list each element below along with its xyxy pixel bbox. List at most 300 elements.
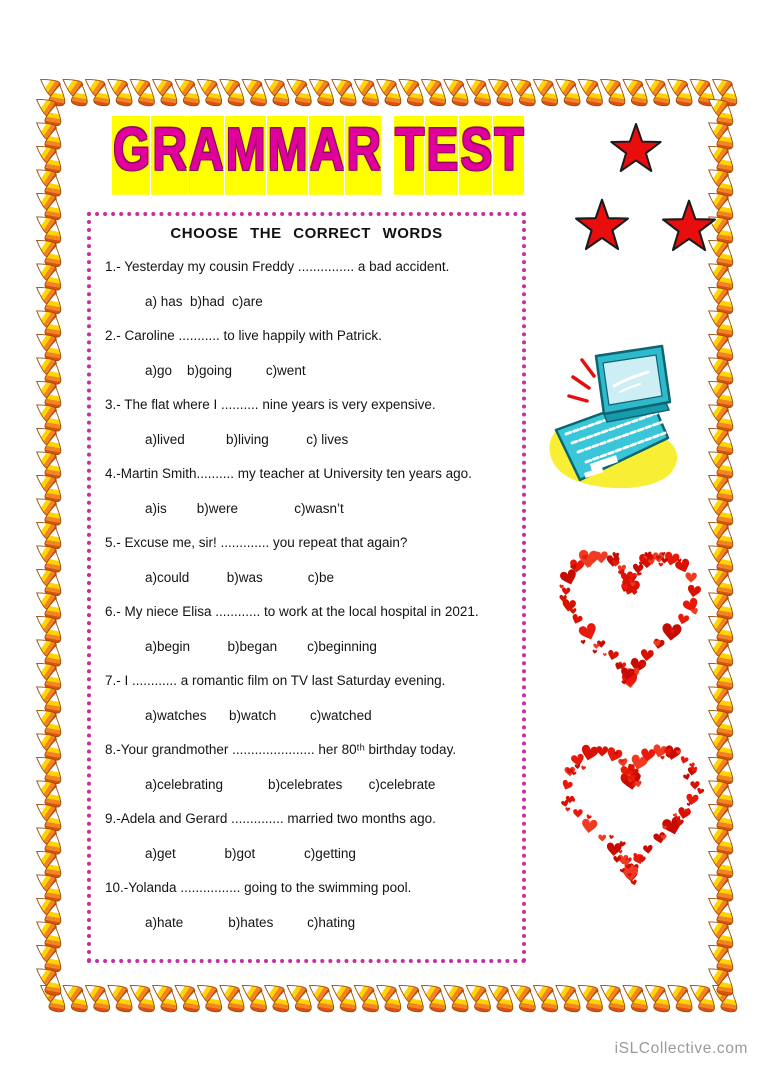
candy-corn-icon (316, 989, 338, 1014)
heart-icon (620, 571, 634, 584)
candy-corn-icon (703, 491, 731, 518)
candy-corn-icon (31, 796, 59, 823)
candy-corn-icon (715, 878, 737, 903)
candy-corn-icon (715, 643, 737, 668)
heart-icon (623, 586, 627, 590)
question-text: 1.- Yesterday my cousin Freddy ............... a bad accident. (105, 259, 450, 274)
candy-corn-icon (674, 989, 696, 1014)
heart-icon (570, 753, 585, 767)
heart-icon (618, 569, 626, 577)
heart-icon (594, 551, 608, 563)
watermark: iSLCollective.com (614, 1040, 748, 1057)
candy-corn-icon (715, 103, 737, 128)
candy-corn-icon (715, 949, 737, 974)
heart-icon (633, 854, 646, 866)
heart-icon (566, 796, 574, 803)
title-letter: A (309, 116, 345, 195)
candy-corn-icon (31, 138, 59, 165)
candy-corn-icon (495, 989, 517, 1014)
question-item (105, 464, 508, 518)
heart-icon (626, 668, 639, 680)
candy-corn-icon (697, 989, 719, 1014)
candy-corn-icon (31, 608, 59, 635)
heart-icon (615, 561, 619, 565)
candy-corn-icon (137, 83, 159, 108)
candy-corn-icon (31, 890, 59, 917)
candy-corn-icon (31, 209, 59, 236)
candy-corn-icon (43, 949, 65, 974)
candy-corn-icon (703, 561, 731, 588)
heart-icon (643, 845, 653, 854)
candy-corn-icon (428, 989, 450, 1014)
candy-corn-icon (31, 726, 59, 753)
candy-corn-icon (159, 989, 181, 1014)
heart-icon (618, 758, 628, 767)
heart-icon (661, 623, 682, 642)
candy-corn-icon (43, 643, 65, 668)
title-letter: R (345, 116, 381, 195)
candy-corn-icon (304, 977, 332, 1004)
candy-corn-icon (304, 71, 332, 98)
candy-corn-icon (43, 784, 65, 809)
candy-corn-icon (416, 71, 444, 98)
heart-icon (674, 815, 681, 821)
candy-corn-icon (617, 977, 645, 1004)
candy-corn-icon (31, 914, 59, 941)
heart-icon (569, 559, 584, 573)
heart-icon (676, 613, 689, 626)
candy-corn-icon (483, 977, 511, 1004)
question-options: a)get b)got c)getting (145, 846, 356, 861)
candy-corn-icon (43, 667, 65, 692)
candy-corn-icon (192, 977, 220, 1004)
candy-corn-icon (703, 115, 731, 142)
candy-corn-icon (595, 71, 623, 98)
candy-corn-icon (715, 855, 737, 880)
candy-corn-icon (204, 989, 226, 1014)
candy-corn-icon (31, 467, 59, 494)
questions-heading: CHOOSE THE CORRECT WORDS (170, 225, 443, 242)
candy-corn-icon (715, 314, 737, 339)
candy-corn-icon (703, 679, 731, 706)
heart-icon (614, 662, 624, 671)
candy-corn-icon (662, 977, 690, 1004)
candy-corn-icon (43, 549, 65, 574)
candy-corn-icon (43, 855, 65, 880)
candy-corn-icon (271, 83, 293, 108)
heart-icon (632, 852, 641, 860)
candy-corn-icon (43, 761, 65, 786)
heart-icon (664, 745, 682, 762)
heart-icon (634, 573, 638, 577)
heart-icon (631, 590, 637, 595)
candy-corn-icon (80, 71, 108, 98)
candy-corn-icon (406, 989, 428, 1014)
candy-corn-icon (31, 162, 59, 189)
heart-icon (625, 868, 637, 879)
candy-corn-icon (703, 796, 731, 823)
heart-icon (597, 640, 605, 648)
candy-corn-icon (281, 977, 309, 1004)
candy-corn-icon (715, 455, 737, 480)
candy-corn-icon (703, 820, 731, 847)
candy-corn-icon (715, 408, 737, 433)
heart-icon (593, 643, 599, 648)
heart-icon (686, 802, 691, 807)
question-item (105, 257, 508, 311)
heart-icon (677, 807, 692, 821)
heart-icon (628, 767, 633, 771)
questions-box (87, 212, 526, 963)
candy-corn-icon (43, 267, 65, 292)
heart-icon (628, 577, 634, 583)
candy-corn-icon (562, 989, 584, 1014)
candy-corn-icon (114, 989, 136, 1014)
laptop-base (556, 396, 668, 480)
candy-corn-icon (518, 989, 540, 1014)
heart-icon (570, 613, 583, 625)
heart-icon (559, 568, 579, 587)
candy-corn-icon (703, 702, 731, 729)
heart-icon (618, 661, 627, 669)
heart-icon (653, 638, 666, 650)
heart-icon (581, 765, 587, 770)
title-letter: R (151, 116, 187, 195)
question-options: a)lived b)living c) lives (145, 432, 349, 447)
star-icon (576, 200, 628, 249)
heart-icon (582, 554, 589, 561)
candy-corn-icon (703, 420, 731, 447)
title-letter: G (112, 116, 150, 195)
question-options: a)is b)were c)wasn’t (145, 501, 344, 516)
candy-corn-icon (719, 83, 741, 108)
heart-icon (639, 562, 643, 566)
candy-corn-icon (715, 737, 737, 762)
title-letter: T (394, 116, 424, 195)
candy-corn-icon (703, 961, 731, 988)
candy-corn-icon (31, 256, 59, 283)
heart-icon (640, 748, 655, 762)
heart-icon (581, 818, 598, 833)
heart-icon (570, 563, 578, 570)
title-letter: T (493, 116, 523, 195)
question-text: 6.- My niece Elisa ............ to work at the local hospital in 2021. (105, 604, 479, 619)
heart-icon (603, 653, 607, 656)
heart-icon (628, 764, 635, 770)
candy-corn-icon (43, 573, 65, 598)
title-letter: A (188, 116, 224, 195)
question-text: 8.-Your grandmother ...................... her 80ᵗʰ birthday today. (105, 742, 457, 757)
candy-corn-icon (703, 655, 731, 682)
question-text: 9.-Adela and Gerard .............. married two months ago. (105, 811, 436, 826)
candy-corn-icon (102, 977, 130, 1004)
candy-corn-icon (393, 977, 421, 1004)
heart-icon (625, 580, 635, 589)
heart-icon (633, 774, 641, 782)
candy-corn-icon (703, 749, 731, 776)
heart-icon (561, 779, 574, 791)
heart-icon (580, 744, 600, 762)
heart-icon (623, 866, 639, 881)
heart-icon (586, 562, 593, 568)
heart-icon (623, 579, 635, 590)
candy-corn-icon (703, 256, 731, 283)
heart-icon (609, 835, 614, 840)
candy-corn-icon (31, 514, 59, 541)
heart-icon (622, 859, 630, 867)
candy-corn-icon (236, 977, 264, 1004)
candy-corn-icon (47, 83, 69, 108)
candy-corn-icon (715, 385, 737, 410)
heart-icon (677, 559, 681, 563)
candy-corn-icon (31, 350, 59, 377)
candy-corn-icon (348, 977, 376, 1004)
candy-corn-icon (715, 432, 737, 457)
heart-icon (690, 766, 697, 773)
heart-icon (620, 585, 629, 593)
heart-icon (658, 562, 663, 567)
heart-icon (663, 551, 680, 567)
question-item (105, 533, 508, 587)
candy-corn-icon (43, 291, 65, 316)
candy-corn-icon (715, 808, 737, 833)
candy-corn-icon (715, 620, 737, 645)
heart-icon (629, 767, 639, 776)
question-item (105, 671, 508, 725)
heart-icon (627, 873, 632, 877)
candy-corn-icon (259, 977, 287, 1004)
heart-icon (662, 825, 667, 829)
candy-corn-icon (226, 83, 248, 108)
heart-icon (562, 587, 571, 595)
candy-corn-icon (428, 83, 450, 108)
impact-dashes (569, 360, 594, 401)
candy-corn-icon (684, 71, 712, 98)
candy-corn-icon (169, 977, 197, 1004)
heart-icon (661, 557, 668, 564)
candy-corn-icon (572, 71, 600, 98)
heart-icon (632, 769, 639, 775)
candy-corn-icon (43, 737, 65, 762)
title-letter: E (425, 116, 458, 195)
candy-corn-icon (715, 126, 737, 151)
candy-corn-icon (550, 71, 578, 98)
heart-icon (625, 864, 631, 869)
candy-corn-icon (70, 83, 92, 108)
candy-corn-icon (182, 989, 204, 1014)
question-text: 4.-Martin Smith.......... my teacher at University ten years ago. (105, 466, 472, 481)
candy-corn-icon (703, 162, 731, 189)
heart-icon (661, 816, 684, 837)
heart-icon (623, 863, 635, 874)
heart-icon (639, 554, 655, 568)
heart-icon (620, 771, 642, 791)
heart-icon (683, 773, 691, 781)
candy-corn-icon (43, 902, 65, 927)
candy-corn-icon (271, 989, 293, 1014)
heart-icon (629, 573, 636, 579)
question-item (105, 809, 508, 863)
heart-icon (689, 762, 696, 768)
heart-icon (564, 767, 575, 777)
heart-icon (628, 670, 635, 676)
candy-corn-icon (31, 585, 59, 612)
candy-corn-icon (159, 83, 181, 108)
candy-corn-icon (371, 71, 399, 98)
candy-corn-icon (607, 989, 629, 1014)
candy-corn-icon (259, 71, 287, 98)
heart-icon (652, 744, 668, 759)
heart-icon (619, 868, 625, 874)
heart-icon (696, 787, 704, 795)
title-letter: M (267, 116, 308, 195)
candy-corn-icon (715, 291, 737, 316)
heart-icon (656, 555, 661, 560)
candy-corn-icon (35, 71, 63, 98)
candy-corn-icon (703, 303, 731, 330)
candy-corn-icon (715, 267, 737, 292)
heart-icon (620, 763, 637, 779)
candy-corn-icon (662, 71, 690, 98)
star-icon (611, 124, 660, 171)
heart-icon (622, 675, 637, 689)
candy-corn-icon (715, 902, 737, 927)
candy-corn-icon (169, 71, 197, 98)
candy-corn-icon (31, 749, 59, 776)
candy-corn-icon (703, 444, 731, 471)
star-icon (663, 201, 715, 250)
heart-icon (592, 650, 597, 655)
candy-corn-icon (43, 197, 65, 222)
candy-corn-icon (595, 977, 623, 1004)
candy-corn-icon (697, 83, 719, 108)
heart-icon (661, 552, 665, 556)
candy-corn-icon (715, 479, 737, 504)
candy-corn-icon (57, 71, 85, 98)
candy-corn-icon (43, 314, 65, 339)
candy-corn-icon (715, 549, 737, 574)
heart-icon (606, 555, 619, 567)
candy-corn-icon (31, 303, 59, 330)
candy-corn-icon (80, 977, 108, 1004)
heart-icon (630, 879, 637, 886)
heart-icon (607, 649, 620, 661)
heart-icon (570, 608, 577, 614)
heart-icon (687, 767, 697, 776)
candy-corn-icon (316, 83, 338, 108)
candy-corn-icon (550, 977, 578, 1004)
candy-corn-icon (124, 71, 152, 98)
heart-icon (625, 773, 637, 784)
laptop-screen (603, 355, 662, 405)
candy-corn-icon (43, 173, 65, 198)
candy-corn-icon (703, 538, 731, 565)
candy-corn-icon (92, 83, 114, 108)
heart-icon (606, 842, 622, 856)
candy-corn-icon (562, 83, 584, 108)
heart-icon (685, 808, 691, 813)
candy-corn-icon (47, 989, 69, 1014)
heart-icon (639, 856, 646, 862)
heart-icon (653, 552, 665, 563)
candy-corn-icon (585, 989, 607, 1014)
candy-corn-icon (43, 244, 65, 269)
candy-corn-icon (338, 83, 360, 108)
question-item (105, 740, 508, 794)
candy-corn-icon (703, 867, 731, 894)
laptop-hinge (604, 403, 669, 422)
candy-corn-icon (43, 361, 65, 386)
heart-icon (612, 560, 620, 567)
candy-corn-icon (495, 83, 517, 108)
heart-icon (653, 832, 667, 845)
heart-icon (640, 662, 645, 667)
heart-icon (559, 584, 564, 589)
heart-icon (630, 659, 639, 668)
candy-corn-icon (249, 83, 271, 108)
heart-icon (625, 774, 635, 784)
candy-corn-icon (703, 914, 731, 941)
heart-icon (637, 571, 642, 576)
question-item (105, 878, 508, 932)
heart-icon (628, 774, 637, 783)
candy-corn-icon (92, 989, 114, 1014)
candy-corn-icon (703, 373, 731, 400)
candy-corn-icon (31, 232, 59, 259)
candy-corn-icon (31, 632, 59, 659)
candy-corn-icon (505, 977, 533, 1004)
candy-corn-icon (640, 71, 668, 98)
candy-corn-icon (35, 977, 63, 1004)
heart-icon (621, 680, 627, 685)
candy-corn-icon (114, 83, 136, 108)
question-options: a)begin b)began c)beginning (145, 639, 377, 654)
candy-corn-icon (703, 585, 731, 612)
candy-corn-icon (540, 83, 562, 108)
candy-corn-icon (703, 890, 731, 917)
heart-icon (575, 764, 581, 769)
candy-corn-icon (715, 925, 737, 950)
candy-corn-icon (31, 561, 59, 588)
candy-corn-icon (703, 209, 731, 236)
heart-icon (632, 564, 643, 574)
candy-corn-icon (43, 502, 65, 527)
laptop-keys (566, 404, 665, 462)
question-text: 7.- I ............ a romantic film on TV last Saturday evening. (105, 673, 446, 688)
candy-corn-icon (31, 679, 59, 706)
candy-corn-icon (338, 989, 360, 1014)
heart-icon (602, 553, 608, 558)
candy-corn-icon (43, 714, 65, 739)
candy-corn-icon (31, 655, 59, 682)
candy-corn-icon (31, 937, 59, 964)
candy-corn-icon (528, 71, 556, 98)
candy-corn-icon (703, 632, 731, 659)
candy-corn-icon (43, 808, 65, 833)
candy-corn-icon (406, 83, 428, 108)
stars-decoration (576, 124, 715, 250)
question-text: 10.-Yolanda ................ going to the swimming pool. (105, 880, 412, 895)
candy-corn-icon (31, 397, 59, 424)
question-text: 2.- Caroline ........... to live happily with Patrick. (105, 328, 382, 343)
candy-corn-icon (43, 690, 65, 715)
yellow-blob (550, 428, 678, 488)
candy-corn-icon (715, 596, 737, 621)
heart-icon (624, 585, 632, 593)
candy-corn-icon (43, 220, 65, 245)
candy-corn-icon (715, 220, 737, 245)
heart-icon (618, 850, 622, 854)
